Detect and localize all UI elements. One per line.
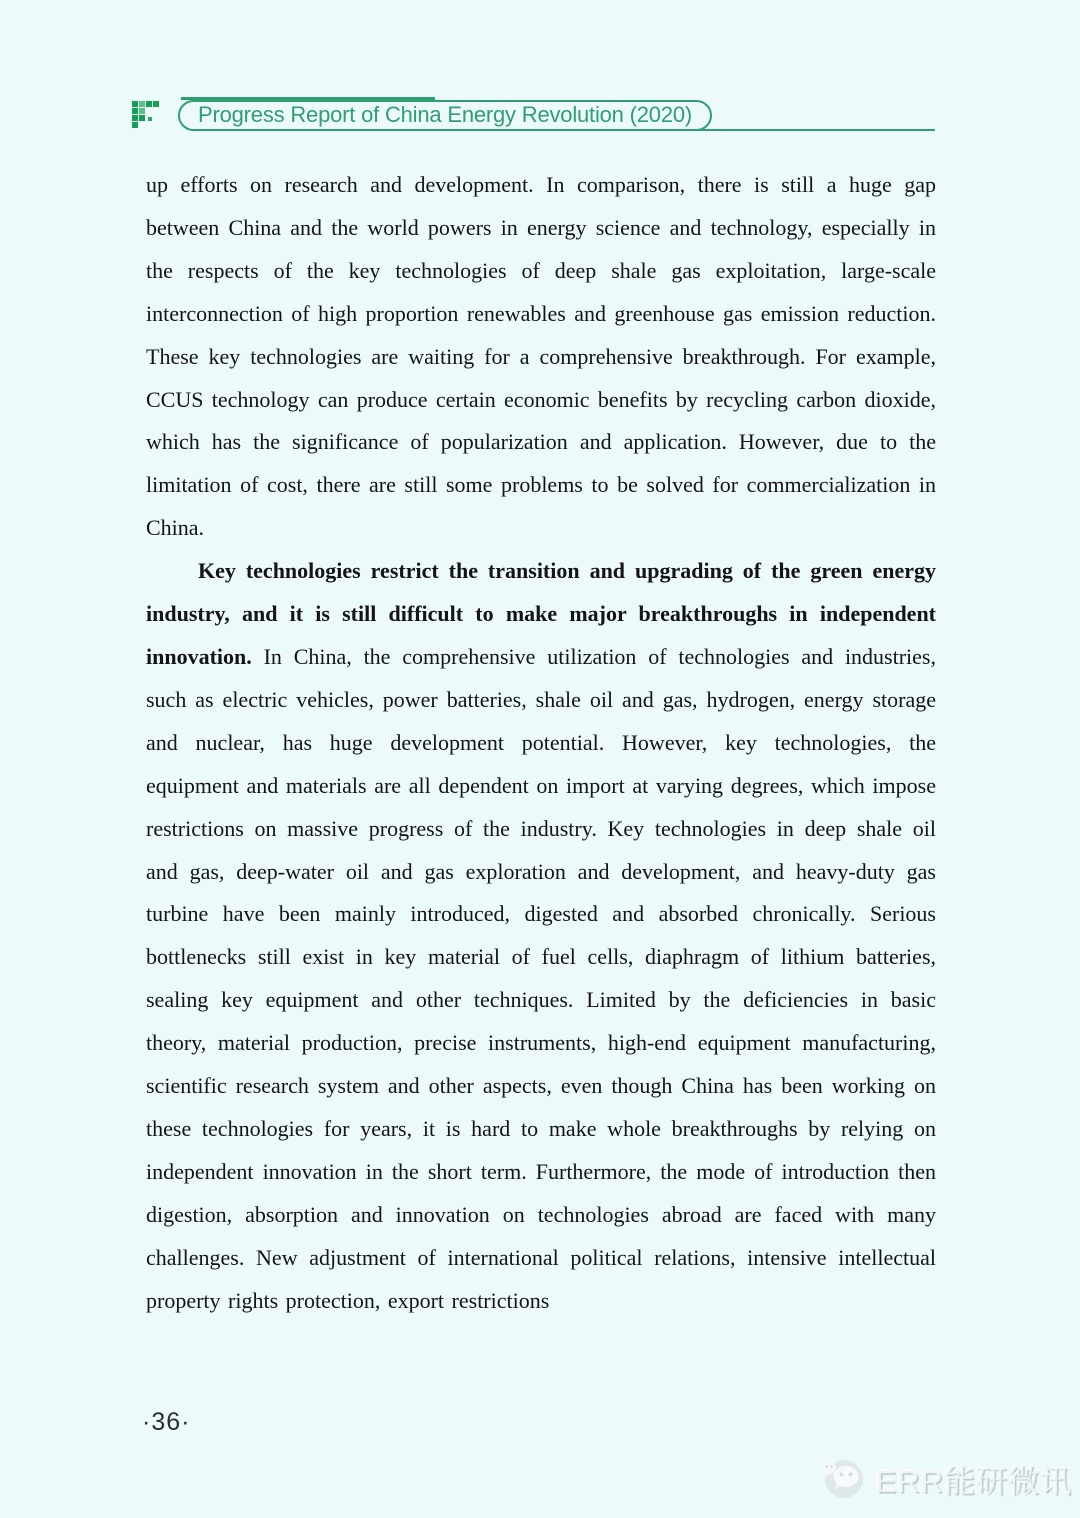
wechat-logo-icon: [818, 1454, 866, 1502]
header-title-box: [178, 100, 712, 131]
logo-pixel: [146, 101, 152, 107]
paragraph-2: [146, 550, 936, 1322]
watermark-text: ERR能研微讯: [875, 1463, 1072, 1499]
logo-pixel: [132, 108, 138, 114]
logo-pixel: [139, 115, 145, 121]
page-number: ·36·: [142, 1408, 191, 1436]
logo-pixel: [148, 117, 152, 121]
paragraph-1: up efforts on research and development. In comparison, there is still a huge gap between China and the world powers in energy science and technology, especially in the respects of the key technologies of deep shale gas exploitation, large-scale interconnection of high proportion renewables and greenhouse gas emission reduction. These key technologies are waiting for a comprehensive breakthrough. For example, CCUS technology can produce certain economic benefits by recycling carbon dioxide, which has the significance of popularization and application. However, due to the limitation of cost, there are still some problems to be solved for commercialization in China.: [146, 172, 936, 541]
header-title: Progress Report of China Energy Revolution (2020): [198, 101, 693, 127]
paragraph-2-body: In China, the comprehensive utilization of technologies and industries, such as electric vehicles, power batteries, shale oil and gas, hydrogen, energy storage and nuclear, has huge development potential. However, key technologies, the equipment and materials are all dependent on import at varying degrees, which impose restrictions on massive progress of the industry. Key technologies in deep shale oil and gas, deep-water oil and gas exploration and development, and heavy-duty gas turbine have been mainly introduced, digested and absorbed chronically. Serious bottlenecks still exist in key material of fuel cells, diaphragm of lithium batteries, sealing key equipment and other techniques. Limited by the deficiencies in basic theory, material production, precise instruments, high-end equipment manufacturing, scientific research system and other aspects, even though China has been working on these technologies for years, it is hard to make whole breakthroughs by relying on independent innovation in the short term. Furthermore, the mode of introduction then digestion, absorption and innovation on technologies abroad are faced with many challenges. New adjustment of international political relations, intensive intellectual property rights protection, export restrictions: [146, 643, 936, 1313]
page-body: [146, 164, 936, 1322]
pixel-grid-logo-icon: [132, 101, 160, 129]
logo-pixel: [132, 115, 138, 121]
logo-pixel: [132, 101, 138, 107]
watermark: [818, 1454, 1072, 1502]
logo-pixel: [139, 108, 145, 114]
logo-pixel: [153, 101, 159, 107]
logo-pixel: [139, 101, 145, 107]
logo-pixel: [132, 122, 138, 128]
paragraph-2-bold-lead: Key technologies restrict the transition and upgrading of the green energy industry, and it is still difficult to make major breakthroughs in independent innovation.: [146, 558, 936, 669]
header-underline: [688, 129, 935, 131]
